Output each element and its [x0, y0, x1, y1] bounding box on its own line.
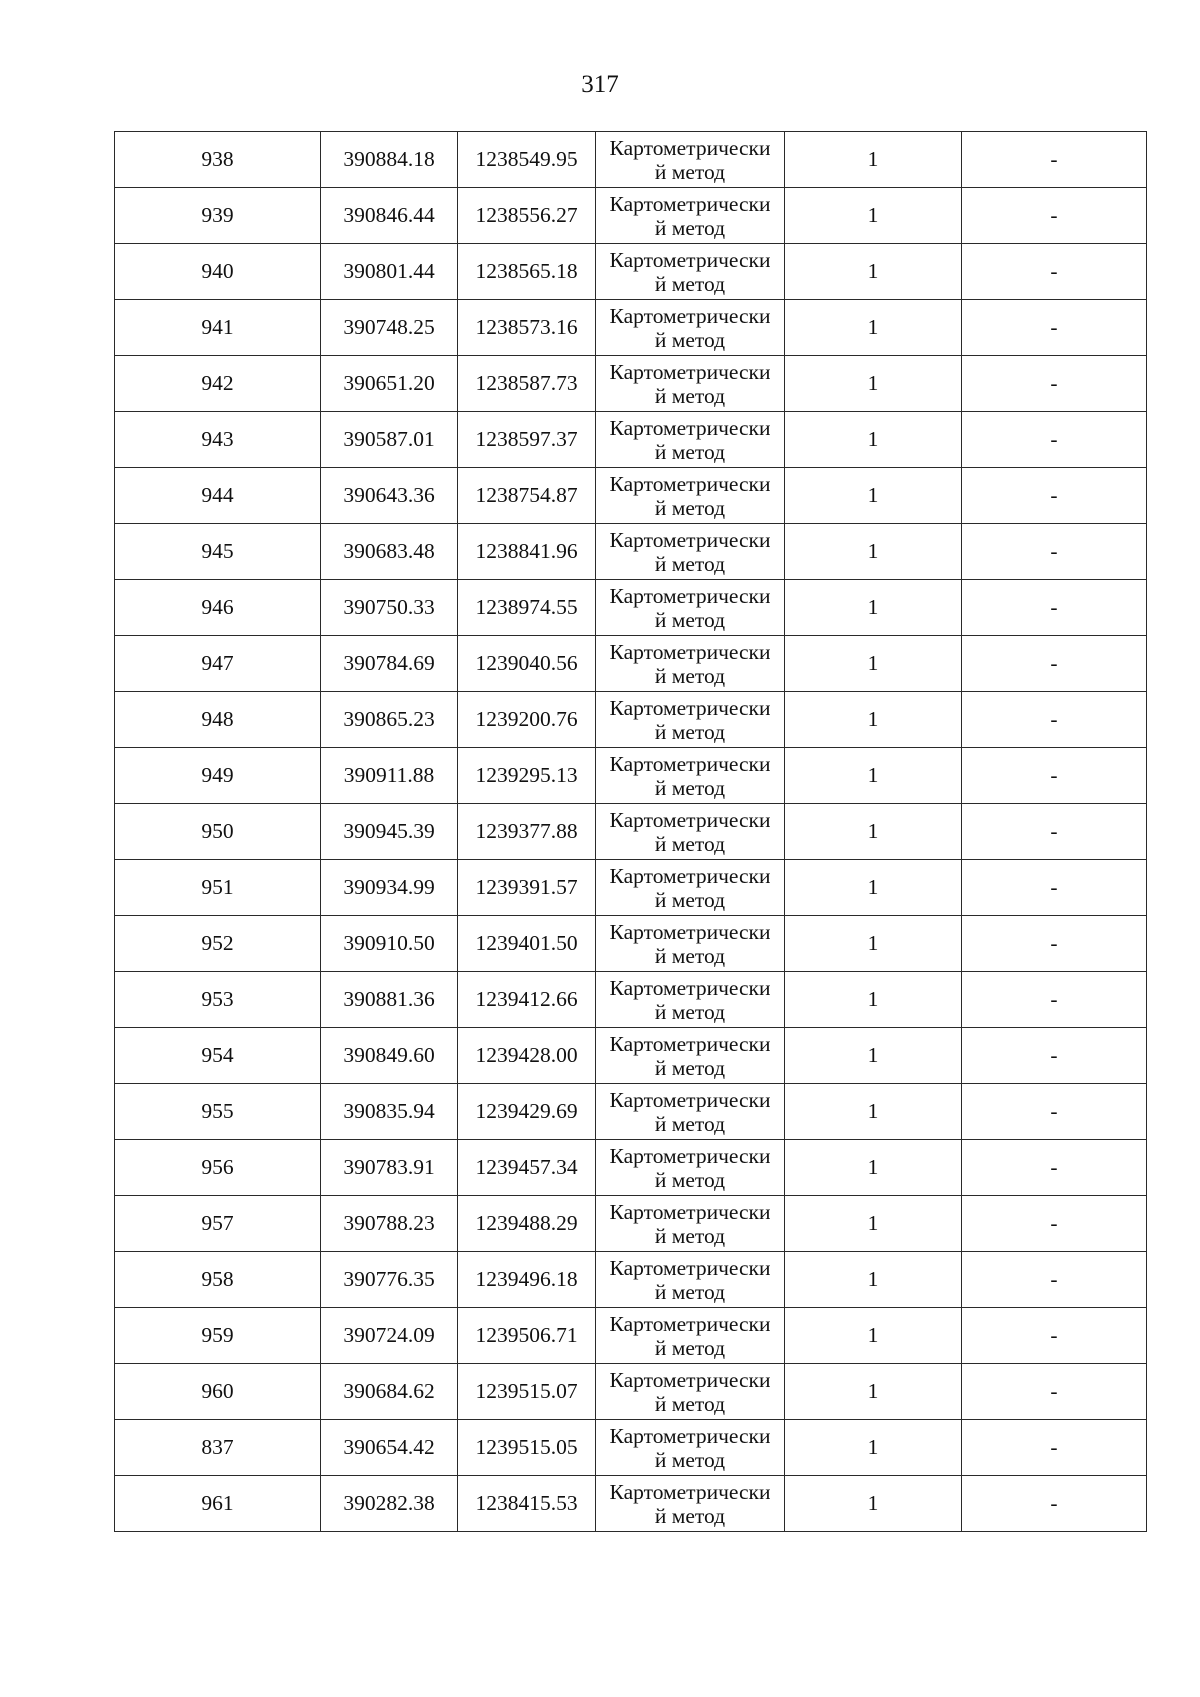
note-cell: - [962, 1364, 1147, 1420]
table-row [115, 1476, 1147, 1532]
note-cell: - [962, 580, 1147, 636]
method-cell [596, 1420, 785, 1476]
y-coordinate-cell: 1238587.73 [458, 356, 596, 412]
method-cell [596, 1084, 785, 1140]
y-coordinate-cell: 1239295.13 [458, 748, 596, 804]
y-coordinate-cell: 1239515.07 [458, 1364, 596, 1420]
accuracy-cell: 1 [785, 580, 962, 636]
accuracy-cell: 1 [785, 1252, 962, 1308]
method-cell [596, 1028, 785, 1084]
point-number-cell: 958 [115, 1252, 321, 1308]
method-line-1: Картометрически [609, 527, 771, 552]
point-number-cell: 945 [115, 524, 321, 580]
note-cell: - [962, 860, 1147, 916]
method-line-1: Картометрически [609, 583, 771, 608]
page-number: 317 [581, 71, 619, 98]
note-cell: - [962, 1028, 1147, 1084]
table-row [115, 356, 1147, 412]
y-coordinate-cell: 1239391.57 [458, 860, 596, 916]
point-number-cell: 955 [115, 1084, 321, 1140]
accuracy-cell: 1 [785, 412, 962, 468]
method-line-2: й метод [654, 1447, 726, 1472]
point-number-cell: 949 [115, 748, 321, 804]
method-cell [596, 300, 785, 356]
point-number-cell: 946 [115, 580, 321, 636]
x-coordinate-cell: 390654.42 [321, 1420, 458, 1476]
method-cell [596, 1196, 785, 1252]
method-line-1: Картометрически [609, 807, 771, 832]
method-line-2: й метод [654, 943, 726, 968]
y-coordinate-cell: 1239488.29 [458, 1196, 596, 1252]
x-coordinate-cell: 390910.50 [321, 916, 458, 972]
method-line-1: Картометрически [609, 247, 771, 272]
method-line-1: Картометрически [609, 415, 771, 440]
table-row [115, 1252, 1147, 1308]
method-line-1: Картометрически [609, 471, 771, 496]
accuracy-cell: 1 [785, 972, 962, 1028]
method-line-1: Картометрически [609, 1087, 771, 1112]
method-line-2: й метод [654, 1391, 726, 1416]
point-number-cell: 952 [115, 916, 321, 972]
table-row [115, 412, 1147, 468]
note-cell: - [962, 748, 1147, 804]
table-row [115, 1364, 1147, 1420]
method-cell [596, 1140, 785, 1196]
y-coordinate-cell: 1238974.55 [458, 580, 596, 636]
y-coordinate-cell: 1239040.56 [458, 636, 596, 692]
method-cell [596, 972, 785, 1028]
method-cell [596, 636, 785, 692]
x-coordinate-cell: 390587.01 [321, 412, 458, 468]
note-cell: - [962, 524, 1147, 580]
x-coordinate-cell: 390865.23 [321, 692, 458, 748]
y-coordinate-cell: 1238841.96 [458, 524, 596, 580]
accuracy-cell: 1 [785, 1364, 962, 1420]
method-line-1: Картометрически [609, 751, 771, 776]
method-line-1: Картометрически [609, 191, 771, 216]
point-number-cell: 940 [115, 244, 321, 300]
x-coordinate-cell: 390643.36 [321, 468, 458, 524]
accuracy-cell: 1 [785, 1196, 962, 1252]
x-coordinate-cell: 390750.33 [321, 580, 458, 636]
accuracy-cell: 1 [785, 860, 962, 916]
note-cell: - [962, 132, 1147, 188]
table-row [115, 1028, 1147, 1084]
x-coordinate-cell: 390651.20 [321, 356, 458, 412]
method-cell [596, 1252, 785, 1308]
method-cell [596, 580, 785, 636]
method-line-2: й метод [654, 1279, 726, 1304]
method-cell [596, 188, 785, 244]
table-row [115, 300, 1147, 356]
y-coordinate-cell: 1239412.66 [458, 972, 596, 1028]
method-cell [596, 356, 785, 412]
method-line-1: Картометрически [609, 1479, 771, 1504]
y-coordinate-cell: 1238415.53 [458, 1476, 596, 1532]
point-number-cell: 961 [115, 1476, 321, 1532]
method-cell [596, 1476, 785, 1532]
point-number-cell: 947 [115, 636, 321, 692]
y-coordinate-cell: 1239200.76 [458, 692, 596, 748]
y-coordinate-cell: 1238549.95 [458, 132, 596, 188]
point-number-cell: 956 [115, 1140, 321, 1196]
table-row [115, 468, 1147, 524]
y-coordinate-cell: 1239377.88 [458, 804, 596, 860]
x-coordinate-cell: 390282.38 [321, 1476, 458, 1532]
method-line-1: Картометрически [609, 303, 771, 328]
note-cell: - [962, 468, 1147, 524]
method-cell [596, 244, 785, 300]
method-line-1: Картометрически [609, 695, 771, 720]
point-number-cell: 944 [115, 468, 321, 524]
method-line-1: Картометрически [609, 1031, 771, 1056]
note-cell: - [962, 300, 1147, 356]
method-line-1: Картометрически [609, 1367, 771, 1392]
y-coordinate-cell: 1239401.50 [458, 916, 596, 972]
accuracy-cell: 1 [785, 692, 962, 748]
point-number-cell: 943 [115, 412, 321, 468]
y-coordinate-cell: 1239457.34 [458, 1140, 596, 1196]
table-row [115, 1308, 1147, 1364]
accuracy-cell: 1 [785, 300, 962, 356]
note-cell: - [962, 916, 1147, 972]
note-cell: - [962, 412, 1147, 468]
note-cell: - [962, 636, 1147, 692]
accuracy-cell: 1 [785, 804, 962, 860]
method-cell [596, 1308, 785, 1364]
accuracy-cell: 1 [785, 636, 962, 692]
method-line-2: й метод [654, 439, 726, 464]
method-line-2: й метод [654, 999, 726, 1024]
x-coordinate-cell: 390684.62 [321, 1364, 458, 1420]
method-line-1: Картометрически [609, 975, 771, 1000]
table-row [115, 972, 1147, 1028]
x-coordinate-cell: 390776.35 [321, 1252, 458, 1308]
y-coordinate-cell: 1238565.18 [458, 244, 596, 300]
table-row [115, 1140, 1147, 1196]
method-line-1: Картометрически [609, 1199, 771, 1224]
table-row [115, 860, 1147, 916]
method-line-2: й метод [654, 775, 726, 800]
method-cell [596, 1364, 785, 1420]
method-line-1: Картометрически [609, 1255, 771, 1280]
x-coordinate-cell: 390784.69 [321, 636, 458, 692]
method-cell [596, 412, 785, 468]
method-cell [596, 804, 785, 860]
note-cell: - [962, 804, 1147, 860]
method-line-2: й метод [654, 887, 726, 912]
accuracy-cell: 1 [785, 132, 962, 188]
table-row [115, 524, 1147, 580]
point-number-cell: 959 [115, 1308, 321, 1364]
y-coordinate-cell: 1238556.27 [458, 188, 596, 244]
method-line-2: й метод [654, 607, 726, 632]
accuracy-cell: 1 [785, 916, 962, 972]
point-number-cell: 941 [115, 300, 321, 356]
x-coordinate-cell: 390846.44 [321, 188, 458, 244]
method-cell [596, 692, 785, 748]
x-coordinate-cell: 390748.25 [321, 300, 458, 356]
accuracy-cell: 1 [785, 1140, 962, 1196]
point-number-cell: 954 [115, 1028, 321, 1084]
x-coordinate-cell: 390934.99 [321, 860, 458, 916]
method-cell [596, 524, 785, 580]
x-coordinate-cell: 390783.91 [321, 1140, 458, 1196]
method-line-2: й метод [654, 1335, 726, 1360]
accuracy-cell: 1 [785, 748, 962, 804]
table-row [115, 244, 1147, 300]
table-body [115, 132, 1147, 1532]
table-row [115, 1196, 1147, 1252]
coordinates-table [114, 131, 1147, 1532]
accuracy-cell: 1 [785, 1476, 962, 1532]
accuracy-cell: 1 [785, 1084, 962, 1140]
point-number-cell: 939 [115, 188, 321, 244]
note-cell: - [962, 972, 1147, 1028]
note-cell: - [962, 1420, 1147, 1476]
method-line-2: й метод [654, 1503, 726, 1528]
note-cell: - [962, 188, 1147, 244]
point-number-cell: 953 [115, 972, 321, 1028]
accuracy-cell: 1 [785, 524, 962, 580]
note-cell: - [962, 1308, 1147, 1364]
method-line-2: й метод [654, 159, 726, 184]
y-coordinate-cell: 1239429.69 [458, 1084, 596, 1140]
method-cell [596, 916, 785, 972]
method-line-2: й метод [654, 271, 726, 296]
method-line-2: й метод [654, 327, 726, 352]
table-row [115, 916, 1147, 972]
method-line-1: Картометрически [609, 1311, 771, 1336]
x-coordinate-cell: 390945.39 [321, 804, 458, 860]
point-number-cell: 951 [115, 860, 321, 916]
table-row [115, 188, 1147, 244]
method-cell [596, 132, 785, 188]
table-row [115, 1084, 1147, 1140]
accuracy-cell: 1 [785, 468, 962, 524]
table-row [115, 580, 1147, 636]
table-row [115, 748, 1147, 804]
x-coordinate-cell: 390801.44 [321, 244, 458, 300]
method-line-2: й метод [654, 551, 726, 576]
note-cell: - [962, 244, 1147, 300]
accuracy-cell: 1 [785, 1028, 962, 1084]
x-coordinate-cell: 390849.60 [321, 1028, 458, 1084]
method-line-2: й метод [654, 831, 726, 856]
method-line-2: й метод [654, 1111, 726, 1136]
table-row [115, 804, 1147, 860]
note-cell: - [962, 1084, 1147, 1140]
point-number-cell: 957 [115, 1196, 321, 1252]
method-cell [596, 860, 785, 916]
method-line-1: Картометрически [609, 1143, 771, 1168]
accuracy-cell: 1 [785, 244, 962, 300]
x-coordinate-cell: 390835.94 [321, 1084, 458, 1140]
method-line-1: Картометрически [609, 863, 771, 888]
method-line-2: й метод [654, 383, 726, 408]
table-row [115, 1420, 1147, 1476]
y-coordinate-cell: 1238597.37 [458, 412, 596, 468]
note-cell: - [962, 356, 1147, 412]
table-row [115, 692, 1147, 748]
point-number-cell: 960 [115, 1364, 321, 1420]
point-number-cell: 950 [115, 804, 321, 860]
note-cell: - [962, 1196, 1147, 1252]
accuracy-cell: 1 [785, 188, 962, 244]
y-coordinate-cell: 1238573.16 [458, 300, 596, 356]
point-number-cell: 942 [115, 356, 321, 412]
x-coordinate-cell: 390683.48 [321, 524, 458, 580]
x-coordinate-cell: 390884.18 [321, 132, 458, 188]
y-coordinate-cell: 1238754.87 [458, 468, 596, 524]
point-number-cell: 948 [115, 692, 321, 748]
method-line-2: й метод [654, 1223, 726, 1248]
method-line-1: Картометрически [609, 919, 771, 944]
table-row [115, 636, 1147, 692]
point-number-cell: 938 [115, 132, 321, 188]
x-coordinate-cell: 390724.09 [321, 1308, 458, 1364]
method-line-2: й метод [654, 1055, 726, 1080]
method-line-1: Картометрически [609, 639, 771, 664]
y-coordinate-cell: 1239496.18 [458, 1252, 596, 1308]
accuracy-cell: 1 [785, 1420, 962, 1476]
x-coordinate-cell: 390911.88 [321, 748, 458, 804]
method-line-2: й метод [654, 719, 726, 744]
method-line-2: й метод [654, 1167, 726, 1192]
x-coordinate-cell: 390881.36 [321, 972, 458, 1028]
method-cell [596, 468, 785, 524]
method-cell [596, 748, 785, 804]
accuracy-cell: 1 [785, 356, 962, 412]
note-cell: - [962, 692, 1147, 748]
method-line-2: й метод [654, 495, 726, 520]
method-line-1: Картометрически [609, 1423, 771, 1448]
y-coordinate-cell: 1239506.71 [458, 1308, 596, 1364]
x-coordinate-cell: 390788.23 [321, 1196, 458, 1252]
method-line-1: Картометрически [609, 359, 771, 384]
method-line-2: й метод [654, 215, 726, 240]
note-cell: - [962, 1140, 1147, 1196]
point-number-cell: 837 [115, 1420, 321, 1476]
y-coordinate-cell: 1239428.00 [458, 1028, 596, 1084]
table-row [115, 132, 1147, 188]
note-cell: - [962, 1252, 1147, 1308]
method-line-1: Картометрически [609, 135, 771, 160]
note-cell: - [962, 1476, 1147, 1532]
y-coordinate-cell: 1239515.05 [458, 1420, 596, 1476]
accuracy-cell: 1 [785, 1308, 962, 1364]
method-line-2: й метод [654, 663, 726, 688]
